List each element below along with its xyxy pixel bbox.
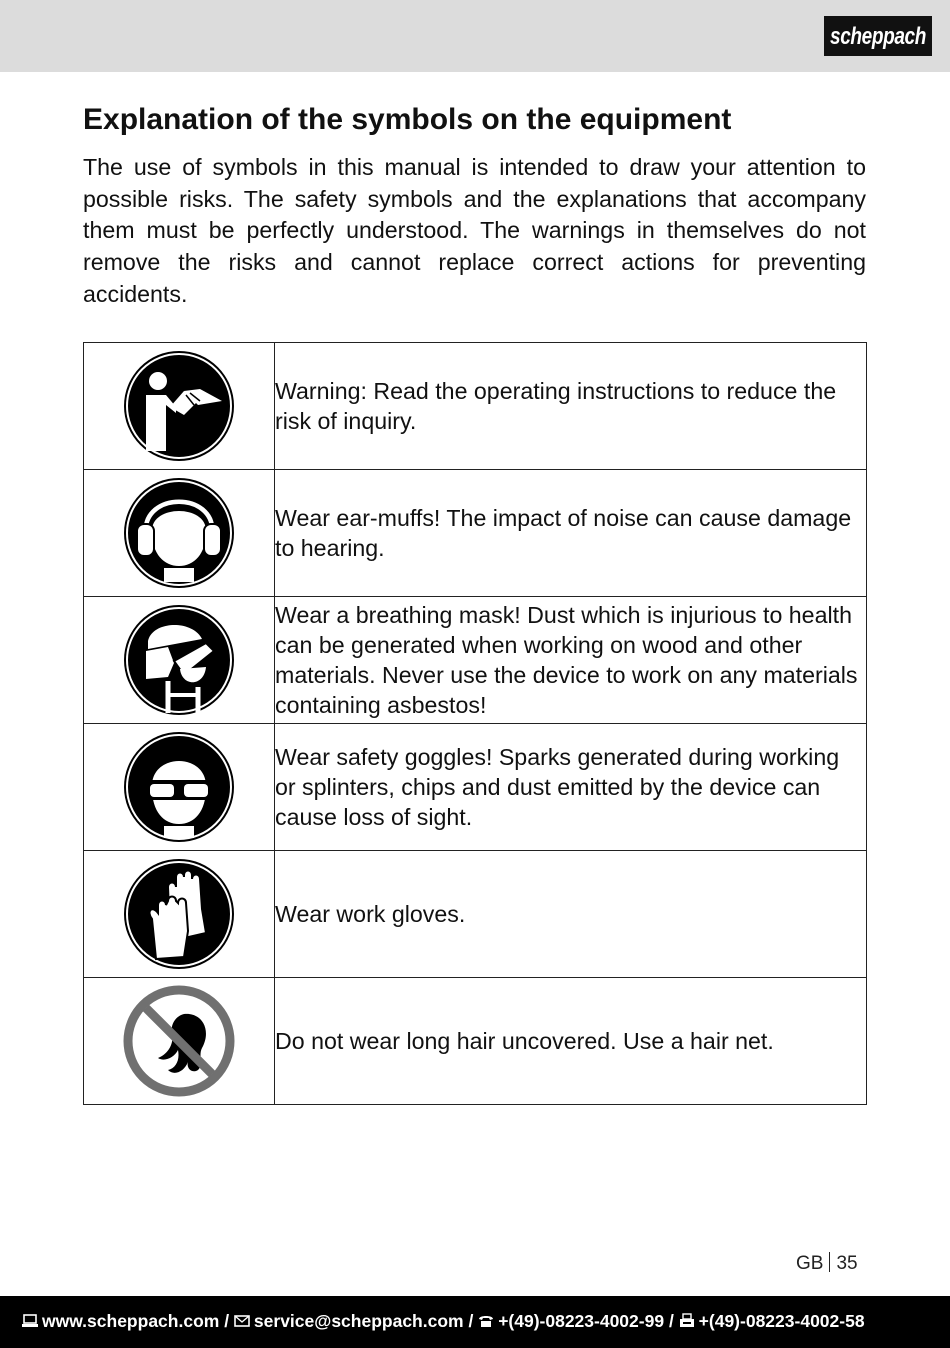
breathing-mask-icon xyxy=(122,603,236,717)
symbol-text: Wear ear-muffs! The impact of noise can cause damage to hearing. xyxy=(275,470,867,597)
symbol-text: Warning: Read the operating instructions to reduce the risk of inquiry. xyxy=(275,343,867,470)
phone-number: +(49)-08223-4002-99 xyxy=(498,1311,665,1331)
table-row xyxy=(84,724,867,851)
symbol-text: Wear work gloves. xyxy=(275,851,867,978)
read-manual-icon xyxy=(122,349,236,463)
table-row xyxy=(84,597,867,724)
footer-band xyxy=(0,1296,950,1348)
header-band xyxy=(0,0,950,72)
table-row xyxy=(84,978,867,1105)
table-row xyxy=(84,851,867,978)
symbol-text: Do not wear long hair uncovered. Use a hair net. xyxy=(275,978,867,1105)
page-number xyxy=(796,1252,858,1276)
page-number-value: 35 xyxy=(836,1253,858,1274)
work-gloves-icon xyxy=(122,857,236,971)
logo-text: scheppach xyxy=(830,23,926,50)
phone-icon xyxy=(478,1314,494,1328)
scheppach-logo xyxy=(824,16,932,56)
ear-muffs-icon xyxy=(122,476,236,590)
contact-line: www.scheppach.com / service@scheppach.com / +(49)-08223-4002-99 / +(49)-08223-4002-58 xyxy=(22,1309,942,1333)
computer-icon xyxy=(22,1314,38,1328)
table-row xyxy=(84,470,867,597)
website-link[interactable]: www.scheppach.com xyxy=(42,1311,220,1331)
email-icon xyxy=(234,1314,250,1328)
language-code: GB xyxy=(796,1253,824,1274)
safety-goggles-icon xyxy=(122,730,236,844)
no-long-hair-icon xyxy=(122,984,236,1098)
symbol-text: Wear safety goggles! Sparks generated during working or splinters, chips and dust emitted by the device can cause loss of sight. xyxy=(275,724,867,851)
email-link[interactable]: service@scheppach.com xyxy=(253,1311,464,1331)
page-title: Explanation of the symbols on the equipment xyxy=(83,103,732,136)
page-separator xyxy=(829,1252,830,1272)
symbol-text: Wear a breathing mask! Dust which is injurious to health can be generated when working on wood and other materials. Never use the device to work on any materials containing asbestos! xyxy=(275,597,867,724)
table-row xyxy=(84,343,867,470)
intro-paragraph: The use of symbols in this manual is intended to draw your attention to possible risks. The safety symbols and the explanations that accompany them must be perfectly understood. The warnings in themselves do not remove the risks and cannot replace correct actions for preventing accidents. xyxy=(83,154,866,307)
fax-number: +(49)-08223-4002-58 xyxy=(698,1311,865,1331)
symbols-table xyxy=(83,342,867,1105)
fax-icon xyxy=(679,1314,695,1328)
